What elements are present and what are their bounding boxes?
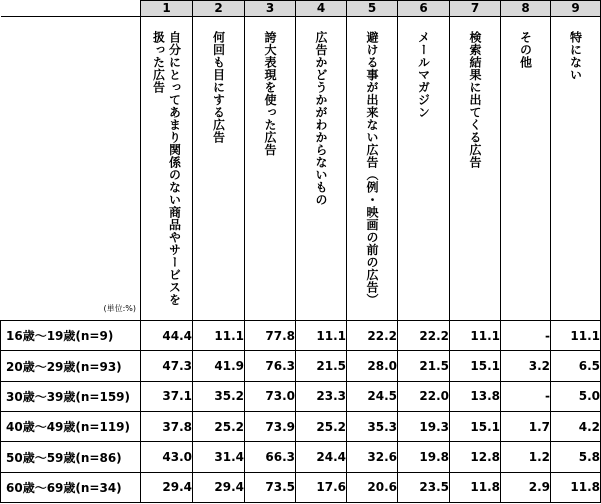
- data-cell: 73.9: [245, 412, 296, 442]
- data-cell: 11.8: [450, 472, 501, 502]
- data-cell: 47.3: [141, 351, 193, 381]
- column-number: 6: [398, 1, 450, 17]
- column-label: 自分にとってあまり関係のない商品やサービスを扱った広告: [151, 31, 182, 307]
- column-header: [141, 17, 193, 321]
- data-cell: 5.8: [551, 442, 601, 472]
- data-cell: 20.6: [347, 472, 398, 502]
- column-label: その他: [518, 31, 533, 69]
- data-cell: 13.8: [450, 381, 501, 411]
- data-cell: 66.3: [245, 442, 296, 472]
- table-row: [1, 442, 601, 472]
- column-header: [347, 17, 398, 321]
- data-cell: 22.0: [398, 381, 450, 411]
- data-cell: 35.3: [347, 412, 398, 442]
- data-cell: 77.8: [245, 321, 296, 351]
- data-cell: 17.6: [296, 472, 347, 502]
- unit-label: (単位:%): [103, 304, 136, 314]
- data-cell: 2.9: [501, 472, 551, 502]
- data-cell: 23.3: [296, 381, 347, 411]
- data-cell: 43.0: [141, 442, 193, 472]
- column-header: [296, 17, 347, 321]
- data-cell: 6.5: [551, 351, 601, 381]
- column-number: 1: [141, 1, 193, 17]
- column-number: 2: [193, 1, 245, 17]
- corner-cell: [1, 1, 141, 17]
- data-cell: 28.0: [347, 351, 398, 381]
- data-cell: 5.0: [551, 381, 601, 411]
- column-label-row: [1, 17, 601, 321]
- data-cell: 11.1: [450, 321, 501, 351]
- column-label: 広告かどうかがわからないもの: [314, 31, 328, 207]
- column-header: [398, 17, 450, 321]
- data-cell: 37.1: [141, 381, 193, 411]
- column-label: 検索結果に出てくる広告: [468, 31, 482, 169]
- table-row: [1, 412, 601, 442]
- data-cell: 35.2: [193, 381, 245, 411]
- data-cell: 37.8: [141, 412, 193, 442]
- column-number: 5: [347, 1, 398, 17]
- data-cell: 25.2: [193, 412, 245, 442]
- data-cell: 32.6: [347, 442, 398, 472]
- row-label: 30歳～39歳(n=159): [1, 381, 141, 411]
- data-cell: 4.2: [551, 412, 601, 442]
- data-cell: 11.8: [551, 472, 601, 502]
- table-row: [1, 472, 601, 502]
- row-label: 20歳～29歳(n=93): [1, 351, 141, 381]
- column-number: 3: [245, 1, 296, 17]
- data-cell: 21.5: [296, 351, 347, 381]
- column-number: 4: [296, 1, 347, 17]
- data-cell: -: [501, 381, 551, 411]
- data-cell: 12.8: [450, 442, 501, 472]
- data-cell: 25.2: [296, 412, 347, 442]
- row-label: 50歳～59歳(n=86): [1, 442, 141, 472]
- unit-cell: [1, 17, 141, 321]
- data-cell: 11.1: [296, 321, 347, 351]
- data-cell: 22.2: [398, 321, 450, 351]
- column-number: 8: [501, 1, 551, 17]
- column-label: 誇大表現を使った広告: [263, 31, 277, 157]
- column-header: [193, 17, 245, 321]
- data-cell: 23.5: [398, 472, 450, 502]
- data-cell: 73.5: [245, 472, 296, 502]
- row-label: 60歳～69歳(n=34): [1, 472, 141, 502]
- table-row: [1, 321, 601, 351]
- data-cell: 31.4: [193, 442, 245, 472]
- data-cell: 44.4: [141, 321, 193, 351]
- data-cell: 41.9: [193, 351, 245, 381]
- column-header: [245, 17, 296, 321]
- column-number-row: [1, 1, 601, 17]
- column-header: [551, 17, 601, 321]
- data-cell: -: [501, 321, 551, 351]
- data-cell: 73.0: [245, 381, 296, 411]
- table-row: [1, 351, 601, 381]
- column-label: 避ける事が出来ない広告（例・映画の前の広告）: [365, 31, 379, 307]
- data-cell: 1.7: [501, 412, 551, 442]
- column-label: メールマガジン: [416, 31, 431, 119]
- row-label: 16歳～19歳(n=9): [1, 321, 141, 351]
- data-cell: 15.1: [450, 351, 501, 381]
- column-number: 9: [551, 1, 601, 17]
- column-header: [501, 17, 551, 321]
- data-cell: 19.8: [398, 442, 450, 472]
- data-cell: 29.4: [141, 472, 193, 502]
- column-header: [450, 17, 501, 321]
- data-cell: 1.2: [501, 442, 551, 472]
- data-cell: 76.3: [245, 351, 296, 381]
- data-cell: 19.3: [398, 412, 450, 442]
- data-cell: 3.2: [501, 351, 551, 381]
- data-cell: 21.5: [398, 351, 450, 381]
- data-cell: 11.1: [551, 321, 601, 351]
- column-label: 特にない: [568, 31, 583, 82]
- table-row: [1, 381, 601, 411]
- data-cell: 24.4: [296, 442, 347, 472]
- data-cell: 24.5: [347, 381, 398, 411]
- data-cell: 22.2: [347, 321, 398, 351]
- row-label: 40歳～49歳(n=119): [1, 412, 141, 442]
- data-cell: 15.1: [450, 412, 501, 442]
- column-label: 何回も目にする広告: [211, 31, 226, 144]
- data-cell: 29.4: [193, 472, 245, 502]
- data-cell: 11.1: [193, 321, 245, 351]
- column-number: 7: [450, 1, 501, 17]
